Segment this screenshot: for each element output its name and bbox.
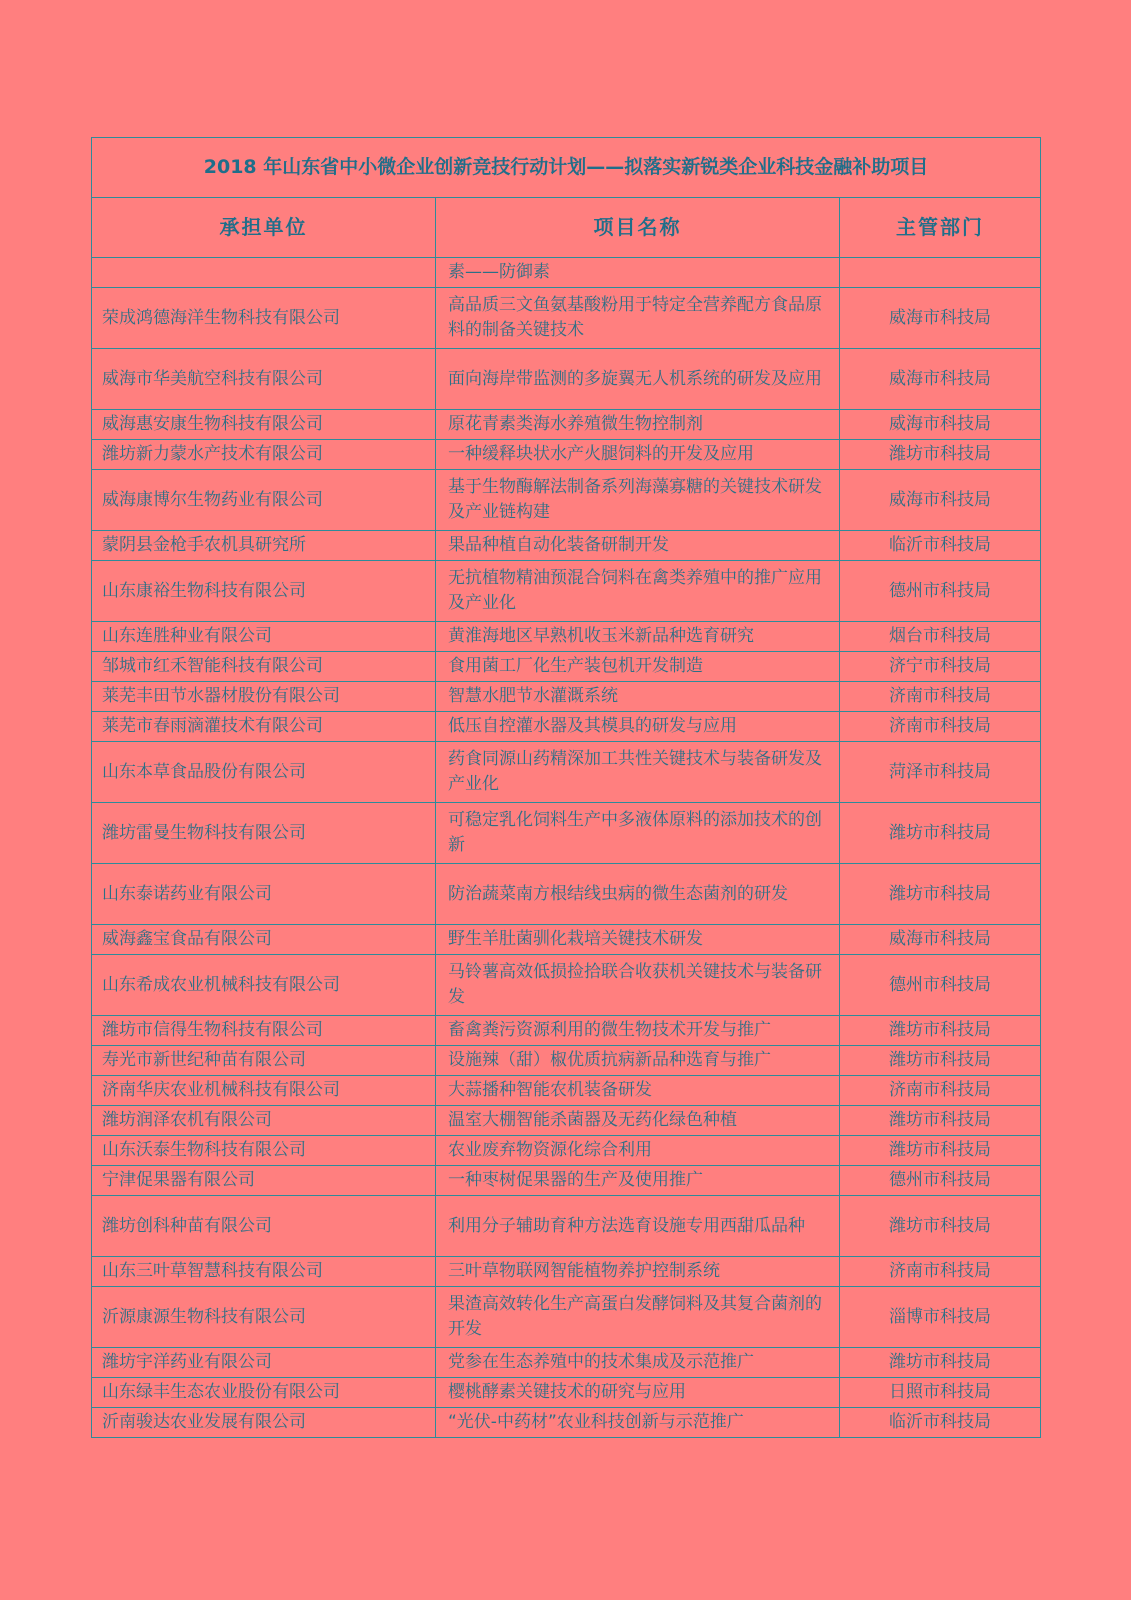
table-row	[92, 440, 1041, 470]
unit-cell: 潍坊新力蒙水产技术有限公司	[92, 440, 436, 470]
dept-cell: 潍坊市科技局	[840, 1016, 1041, 1046]
project-cell: 畜禽粪污资源利用的微生物技术开发与推广	[436, 1016, 840, 1046]
table-row	[92, 955, 1041, 1016]
unit-cell: 潍坊宇洋药业有限公司	[92, 1348, 436, 1378]
table-title: 2018 年山东省中小微企业创新竞技行动计划——拟落实新锐类企业科技金融补助项目	[92, 138, 1041, 198]
table-row	[92, 925, 1041, 955]
table-row	[92, 652, 1041, 682]
table-row	[92, 1046, 1041, 1076]
project-cell: 樱桃酵素关键技术的研究与应用	[436, 1378, 840, 1408]
table-row	[92, 410, 1041, 440]
table-row	[92, 1166, 1041, 1196]
unit-cell: 邹城市红禾智能科技有限公司	[92, 652, 436, 682]
table-row	[92, 622, 1041, 652]
project-cell: 农业废弃物资源化综合利用	[436, 1136, 840, 1166]
dept-cell: 潍坊市科技局	[840, 440, 1041, 470]
table-row	[92, 1348, 1041, 1378]
title-row	[92, 138, 1041, 198]
unit-cell: 宁津促果器有限公司	[92, 1166, 436, 1196]
unit-cell: 潍坊市信得生物科技有限公司	[92, 1016, 436, 1046]
table-row	[92, 531, 1041, 561]
header-row	[92, 198, 1041, 258]
dept-cell: 德州市科技局	[840, 561, 1041, 622]
dept-cell: 临沂市科技局	[840, 1408, 1041, 1438]
project-cell: 可稳定乳化饲料生产中多液体原料的添加技术的创新	[436, 803, 840, 864]
dept-cell: 济南市科技局	[840, 1076, 1041, 1106]
unit-cell: 威海鑫宝食品有限公司	[92, 925, 436, 955]
project-cell: 面向海岸带监测的多旋翼无人机系统的研发及应用	[436, 349, 840, 410]
dept-cell: 威海市科技局	[840, 470, 1041, 531]
unit-cell: 荣成鸿德海洋生物科技有限公司	[92, 288, 436, 349]
dept-cell	[840, 258, 1041, 288]
unit-cell: 莱芜市春雨滴灌技术有限公司	[92, 712, 436, 742]
unit-cell: 沂南骏达农业发展有限公司	[92, 1408, 436, 1438]
unit-cell: 山东绿丰生态农业股份有限公司	[92, 1378, 436, 1408]
dept-cell: 德州市科技局	[840, 1166, 1041, 1196]
table-row	[92, 1257, 1041, 1287]
dept-cell: 济南市科技局	[840, 682, 1041, 712]
project-cell: 设施辣（甜）椒优质抗病新品种选育与推广	[436, 1046, 840, 1076]
dept-cell: 潍坊市科技局	[840, 1348, 1041, 1378]
project-cell: 无抗植物精油预混合饲料在禽类养殖中的推广应用及产业化	[436, 561, 840, 622]
project-cell: 基于生物酶解法制备系列海藻寡糖的关键技术研发及产业链构建	[436, 470, 840, 531]
header-project: 项目名称	[436, 198, 840, 258]
project-cell: 党参在生态养殖中的技术集成及示范推广	[436, 1348, 840, 1378]
project-cell: 温室大棚智能杀菌器及无药化绿色种植	[436, 1106, 840, 1136]
project-cell: 低压自控灌水器及其模具的研发与应用	[436, 712, 840, 742]
dept-cell: 烟台市科技局	[840, 622, 1041, 652]
dept-cell: 威海市科技局	[840, 410, 1041, 440]
project-cell: “光伏-中药材”农业科技创新与示范推广	[436, 1408, 840, 1438]
project-cell: 利用分子辅助育种方法选育设施专用西甜瓜品种	[436, 1196, 840, 1257]
unit-cell: 威海市华美航空科技有限公司	[92, 349, 436, 410]
dept-cell: 潍坊市科技局	[840, 864, 1041, 925]
unit-cell	[92, 258, 436, 288]
project-cell: 果渣高效转化生产高蛋白发酵饲料及其复合菌剂的开发	[436, 1287, 840, 1348]
project-cell: 高品质三文鱼氨基酸粉用于特定全营养配方食品原料的制备关键技术	[436, 288, 840, 349]
table-row	[92, 803, 1041, 864]
unit-cell: 山东沃泰生物科技有限公司	[92, 1136, 436, 1166]
project-cell: 黄淮海地区早熟机收玉米新品种选育研究	[436, 622, 840, 652]
unit-cell: 潍坊润泽农机有限公司	[92, 1106, 436, 1136]
project-cell: 马铃薯高效低损捡拾联合收获机关键技术与装备研发	[436, 955, 840, 1016]
unit-cell: 山东泰诺药业有限公司	[92, 864, 436, 925]
table-row	[92, 1136, 1041, 1166]
dept-cell: 潍坊市科技局	[840, 1136, 1041, 1166]
table-row	[92, 288, 1041, 349]
unit-cell: 山东连胜种业有限公司	[92, 622, 436, 652]
project-cell: 智慧水肥节水灌溉系统	[436, 682, 840, 712]
table-row	[92, 864, 1041, 925]
dept-cell: 济南市科技局	[840, 1257, 1041, 1287]
dept-cell: 日照市科技局	[840, 1378, 1041, 1408]
unit-cell: 蒙阴县金枪手农机具研究所	[92, 531, 436, 561]
project-cell: 三叶草物联网智能植物养护控制系统	[436, 1257, 840, 1287]
unit-cell: 威海康博尔生物药业有限公司	[92, 470, 436, 531]
unit-cell: 寿光市新世纪种苗有限公司	[92, 1046, 436, 1076]
dept-cell: 菏泽市科技局	[840, 742, 1041, 803]
dept-cell: 济南市科技局	[840, 712, 1041, 742]
project-cell: 药食同源山药精深加工共性关键技术与装备研发及产业化	[436, 742, 840, 803]
dept-cell: 潍坊市科技局	[840, 1106, 1041, 1136]
table-row	[92, 712, 1041, 742]
table-row	[92, 1287, 1041, 1348]
unit-cell: 济南华庆农业机械科技有限公司	[92, 1076, 436, 1106]
project-cell: 一种枣树促果器的生产及使用推广	[436, 1166, 840, 1196]
unit-cell: 潍坊创科种苗有限公司	[92, 1196, 436, 1257]
unit-cell: 山东康裕生物科技有限公司	[92, 561, 436, 622]
header-dept: 主管部门	[840, 198, 1041, 258]
dept-cell: 济宁市科技局	[840, 652, 1041, 682]
dept-cell: 威海市科技局	[840, 349, 1041, 410]
table-body	[92, 258, 1041, 1438]
table-row	[92, 1106, 1041, 1136]
table-row	[92, 742, 1041, 803]
unit-cell: 莱芜丰田节水器材股份有限公司	[92, 682, 436, 712]
dept-cell: 潍坊市科技局	[840, 803, 1041, 864]
table-row	[92, 682, 1041, 712]
table-row	[92, 1408, 1041, 1438]
project-cell: 野生羊肚菌驯化栽培关键技术研发	[436, 925, 840, 955]
table-row	[92, 1016, 1041, 1046]
project-cell: 大蒜播种智能农机装备研发	[436, 1076, 840, 1106]
dept-cell: 淄博市科技局	[840, 1287, 1041, 1348]
table-row	[92, 349, 1041, 410]
unit-cell: 沂源康源生物科技有限公司	[92, 1287, 436, 1348]
unit-cell: 山东本草食品股份有限公司	[92, 742, 436, 803]
dept-cell: 威海市科技局	[840, 925, 1041, 955]
unit-cell: 威海惠安康生物科技有限公司	[92, 410, 436, 440]
dept-cell: 临沂市科技局	[840, 531, 1041, 561]
table-row	[92, 470, 1041, 531]
dept-cell: 德州市科技局	[840, 955, 1041, 1016]
dept-cell: 威海市科技局	[840, 288, 1041, 349]
table-row	[92, 258, 1041, 288]
project-cell: 素——防御素	[436, 258, 840, 288]
header-unit: 承担单位	[92, 198, 436, 258]
table-row	[92, 1196, 1041, 1257]
table-row	[92, 1076, 1041, 1106]
dept-cell: 潍坊市科技局	[840, 1196, 1041, 1257]
dept-cell: 潍坊市科技局	[840, 1046, 1041, 1076]
project-cell: 原花青素类海水养殖微生物控制剂	[436, 410, 840, 440]
project-table	[91, 137, 1041, 1438]
project-cell: 一种缓释块状水产火腿饲料的开发及应用	[436, 440, 840, 470]
unit-cell: 山东三叶草智慧科技有限公司	[92, 1257, 436, 1287]
project-cell: 果品种植自动化装备研制开发	[436, 531, 840, 561]
unit-cell: 山东希成农业机械科技有限公司	[92, 955, 436, 1016]
project-cell: 食用菌工厂化生产装包机开发制造	[436, 652, 840, 682]
table-row	[92, 1378, 1041, 1408]
table-row	[92, 561, 1041, 622]
unit-cell: 潍坊雷曼生物科技有限公司	[92, 803, 436, 864]
project-cell: 防治蔬菜南方根结线虫病的微生态菌剂的研发	[436, 864, 840, 925]
